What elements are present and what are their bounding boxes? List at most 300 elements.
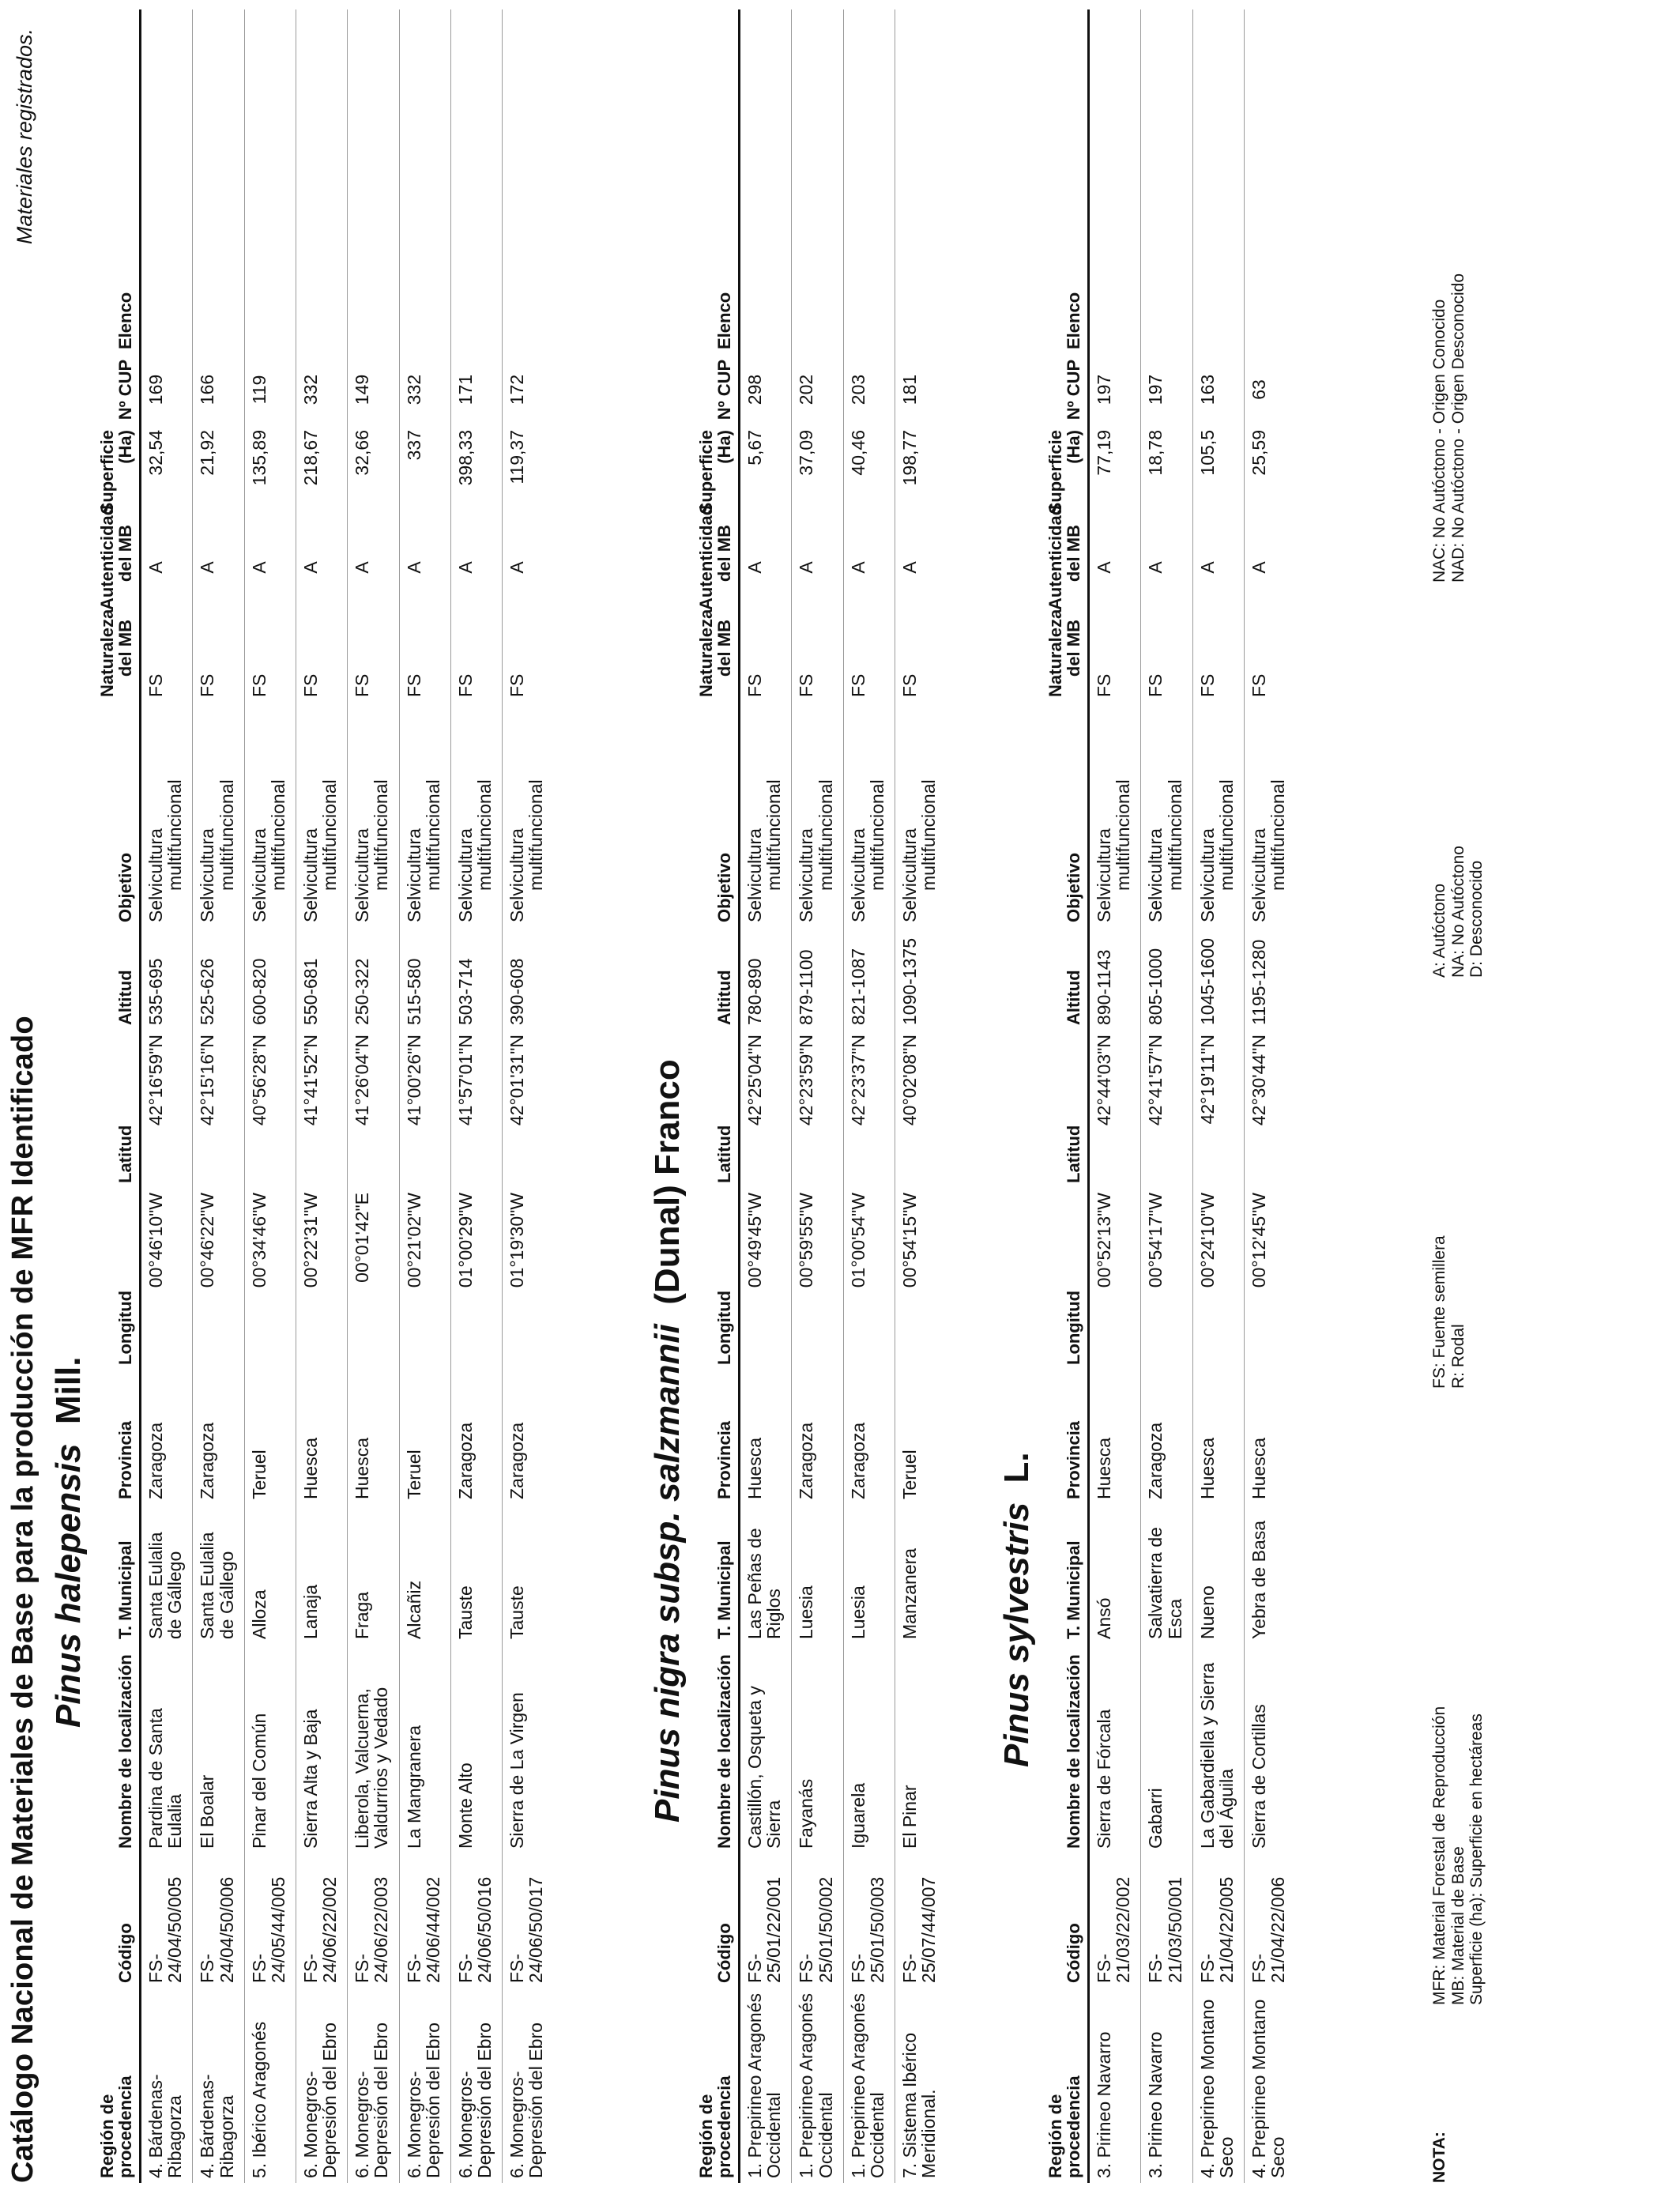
codigo-cell: FS-24/06/50/016 xyxy=(450,1853,502,1988)
altitud-cell: 821-1087 xyxy=(843,927,895,1030)
municipal-cell: Alcañiz xyxy=(399,1504,450,1644)
nota-col-2 xyxy=(1430,1235,1467,1389)
provincia-cell: Huesca xyxy=(1192,1370,1244,1504)
altitud-cell: 550-681 xyxy=(296,927,348,1030)
provincia-cell: Zaragoza xyxy=(141,1370,193,1504)
column-header: Latitud xyxy=(95,1030,141,1188)
column-header: Superficie (Ha) xyxy=(694,425,740,520)
naturaleza-cell: FS xyxy=(792,615,843,702)
latitud-cell: 42°01'31"N xyxy=(507,1035,528,1126)
column-header: Autenticidad del MB xyxy=(95,520,141,615)
cup-cell: 149 xyxy=(348,354,399,425)
objetivo-line-1: Selvicultura xyxy=(1094,828,1115,922)
altitud-cell: 1195-1280 xyxy=(1249,939,1270,1025)
codigo-cell: FS-21/04/22/006 xyxy=(1249,1876,1289,1983)
altitud-cell: 503-714 xyxy=(450,927,502,1030)
objetivo-line-1: Selvicultura xyxy=(197,828,218,922)
latitud-cell: 41°00'26"N xyxy=(399,1030,450,1188)
cup-cell: 298 xyxy=(740,354,792,425)
longitud-cell: 00°59'55"W xyxy=(792,1188,843,1370)
superficie-cell: 40,46 xyxy=(843,425,895,520)
latitud-cell: 42°41'57"N xyxy=(1141,1030,1192,1188)
header-row xyxy=(95,9,141,2183)
table-row xyxy=(141,9,193,2183)
column-header: Nombre de localización xyxy=(95,1644,141,1853)
provincia-cell: Huesca xyxy=(1249,1438,1270,1499)
altitud-cell: 535-695 xyxy=(141,927,193,1030)
provincia-cell: Zaragoza xyxy=(193,1370,244,1504)
species-title xyxy=(49,1357,89,1728)
naturaleza-cell: FS xyxy=(141,615,193,702)
objetivo-cell xyxy=(1141,702,1192,927)
table-row xyxy=(895,9,947,2183)
objetivo-line-1: Selvicultura xyxy=(796,828,817,922)
objetivo-cell xyxy=(296,702,348,927)
objetivo-line-2: multifuncional xyxy=(371,779,392,891)
objetivo-cell xyxy=(843,702,895,927)
provincia-cell: Huesca xyxy=(348,1370,399,1504)
codigo-cell: FS-24/06/22/003 xyxy=(348,1853,399,1988)
table-row xyxy=(1192,9,1244,2183)
column-header: Elenco xyxy=(95,9,141,354)
header-row xyxy=(1043,9,1089,2183)
column-header: T. Municipal xyxy=(694,1504,740,1644)
objetivo-line-1: Selvicultura xyxy=(300,828,322,922)
table-row xyxy=(399,9,450,2183)
section-table-2 xyxy=(1043,9,1295,2183)
objetivo-line-2: multifuncional xyxy=(1268,779,1289,891)
elenco-cell xyxy=(740,9,792,354)
naturaleza-cell: FS xyxy=(843,615,895,702)
longitud-cell: 00°24'10"W xyxy=(1192,1188,1244,1370)
longitud-cell: 00°01'42"E xyxy=(348,1188,399,1370)
naturaleza-cell: FS xyxy=(1089,615,1141,702)
cup-cell: 181 xyxy=(899,374,921,405)
nombre-cell: La Gabardiella y Sierra del Águila xyxy=(1192,1644,1244,1853)
cup-cell: 166 xyxy=(193,354,244,425)
superficie-cell: 218,67 xyxy=(296,425,348,520)
altitud-cell: 390-608 xyxy=(507,958,528,1025)
objetivo-line-2: multifuncional xyxy=(164,779,186,891)
municipal-cell: Santa Eulalia de Gállego xyxy=(141,1504,193,1644)
region-cell: 1. Prepirineo Aragonés Occidental xyxy=(843,1988,895,2183)
objetivo-line-1: Selvicultura xyxy=(507,828,528,922)
autenticidad-cell: A xyxy=(141,520,193,615)
cup-cell: 203 xyxy=(843,354,895,425)
municipal-cell: Tauste xyxy=(507,1585,528,1639)
objetivo-cell xyxy=(141,702,193,927)
nombre-cell: La Mangranera xyxy=(399,1644,450,1853)
objetivo-cell xyxy=(193,702,244,927)
provincia-cell: Zaragoza xyxy=(450,1370,502,1504)
longitud-cell: 00°54'17"W xyxy=(1141,1188,1192,1370)
municipal-cell: Yebra de Basa xyxy=(1249,1520,1270,1639)
nota-item: Superficie (ha): Superficie en hectáreas xyxy=(1467,1713,1486,2005)
objetivo-line-1: Selvicultura xyxy=(248,828,269,922)
superficie-cell: 77,19 xyxy=(1089,425,1141,520)
region-cell: 4. Bárdenas-Ribagorza xyxy=(141,1988,193,2183)
autenticidad-cell: A xyxy=(792,520,843,615)
cup-cell: 171 xyxy=(450,354,502,425)
provincia-cell: Huesca xyxy=(1089,1370,1141,1504)
objetivo-line-1: Selvicultura xyxy=(352,828,373,922)
objetivo-line-1: Selvicultura xyxy=(1145,828,1166,922)
latitud-cell: 42°23'37"N xyxy=(843,1030,895,1188)
nota-col-4 xyxy=(1430,273,1467,582)
nombre-cell: Monte Alto xyxy=(450,1644,502,1853)
column-header: Naturaleza del MB xyxy=(694,615,740,702)
materials-table xyxy=(95,9,553,2183)
column-header: Nº CUP xyxy=(694,354,740,425)
elenco-cell xyxy=(296,9,348,354)
latitud-cell: 42°15'16"N xyxy=(193,1030,244,1188)
objetivo-line-1: Selvicultura xyxy=(403,828,424,922)
column-header: Autenticidad del MB xyxy=(1043,520,1089,615)
autenticidad-cell: A xyxy=(899,561,921,574)
objetivo-line-2: multifuncional xyxy=(422,779,443,891)
table-row xyxy=(348,9,399,2183)
cup-cell: 332 xyxy=(296,354,348,425)
species-author: Mill. xyxy=(49,1356,88,1425)
provincia-cell: Zaragoza xyxy=(507,1422,528,1499)
altitud-cell: 600-820 xyxy=(244,927,296,1030)
nota-col-3 xyxy=(1430,846,1486,978)
objetivo-cell xyxy=(399,702,450,927)
latitud-cell: 41°57'01"N xyxy=(450,1030,502,1188)
region-cell: 4. Prepirineo Montano Seco xyxy=(1249,1999,1289,2178)
provincia-cell: Teruel xyxy=(899,1449,921,1499)
nombre-cell: Sierra de Fórcala xyxy=(1089,1644,1141,1853)
autenticidad-cell: A xyxy=(450,520,502,615)
objetivo-line-2: multifuncional xyxy=(1215,779,1237,891)
elenco-cell xyxy=(348,9,399,354)
altitud-cell: 879-1100 xyxy=(792,927,843,1030)
column-header: T. Municipal xyxy=(95,1504,141,1644)
elenco-cell xyxy=(1089,9,1141,354)
species-author: L. xyxy=(997,1452,1036,1483)
autenticidad-cell: A xyxy=(1192,520,1244,615)
objetivo-line-1: Selvicultura xyxy=(1196,828,1218,922)
codigo-cell: FS-24/06/22/002 xyxy=(296,1853,348,1988)
superficie-cell: 105,5 xyxy=(1192,425,1244,520)
column-header: Superficie (Ha) xyxy=(95,425,141,520)
objetivo-cell xyxy=(244,702,296,927)
latitud-cell: 40°56'28"N xyxy=(244,1030,296,1188)
table-row xyxy=(740,9,792,2183)
codigo-cell: FS-21/03/22/002 xyxy=(1089,1853,1141,1988)
table-row xyxy=(792,9,843,2183)
latitud-cell: 42°23'59"N xyxy=(792,1030,843,1188)
codigo-cell: FS-24/04/50/005 xyxy=(141,1853,193,1988)
objetivo-line-2: multifuncional xyxy=(474,779,495,891)
codigo-cell: FS-25/01/22/001 xyxy=(740,1853,792,1988)
header-row xyxy=(694,9,740,2183)
nota-label: NOTA: xyxy=(1430,2132,1448,2183)
nota-col-1 xyxy=(1430,1706,1486,2005)
altitud-cell: 805-1000 xyxy=(1141,927,1192,1030)
cup-cell: 332 xyxy=(399,354,450,425)
objetivo-line-2: multifuncional xyxy=(763,779,785,891)
column-header: Latitud xyxy=(1043,1030,1089,1188)
altitud-cell: 525-626 xyxy=(193,927,244,1030)
autenticidad-cell: A xyxy=(193,520,244,615)
nombre-cell: Sierra Alta y Baja xyxy=(296,1644,348,1853)
superficie-cell: 5,67 xyxy=(740,425,792,520)
municipal-cell: Salvatierra de Esca xyxy=(1141,1504,1192,1644)
naturaleza-cell: FS xyxy=(507,673,528,697)
municipal-cell: Fraga xyxy=(348,1504,399,1644)
autenticidad-cell: A xyxy=(1089,520,1141,615)
region-cell: 3. Pirineo Navarro xyxy=(1089,1988,1141,2183)
superficie-cell: 25,59 xyxy=(1249,430,1270,476)
longitud-cell: 00°49'45"W xyxy=(740,1188,792,1370)
codigo-cell: FS-24/06/50/017 xyxy=(507,1876,547,1983)
longitud-cell: 01°19'30"W xyxy=(507,1193,528,1288)
longitud-cell: 00°22'31"W xyxy=(296,1188,348,1370)
superficie-cell: 21,92 xyxy=(193,425,244,520)
latitud-cell: 42°19'11"N xyxy=(1192,1030,1244,1188)
objetivo-line-1: Selvicultura xyxy=(1249,828,1270,922)
species-title xyxy=(648,1059,687,1823)
superficie-cell: 32,66 xyxy=(348,425,399,520)
elenco-cell xyxy=(1245,9,1296,354)
longitud-cell: 00°54'15"W xyxy=(899,1193,921,1288)
column-header: Longitud xyxy=(95,1188,141,1370)
nombre-cell: El Pinar xyxy=(899,1785,921,1849)
region-cell: 4. Prepirineo Montano Seco xyxy=(1192,1988,1244,2183)
codigo-cell: FS-25/01/50/002 xyxy=(792,1853,843,1988)
objetivo-line-2: multifuncional xyxy=(1113,779,1134,891)
objetivo-cell xyxy=(450,702,502,927)
elenco-cell xyxy=(1192,9,1244,354)
column-header: Código xyxy=(1043,1853,1089,1988)
elenco-cell xyxy=(399,9,450,354)
latitud-cell: 41°41'52"N xyxy=(296,1030,348,1188)
longitud-cell: 00°46'10"W xyxy=(141,1188,193,1370)
nombre-cell: Sierra de La Virgen xyxy=(507,1692,528,1849)
provincia-cell: Zaragoza xyxy=(792,1370,843,1504)
superficie-cell: 398,33 xyxy=(450,425,502,520)
column-header: Latitud xyxy=(694,1030,740,1188)
cup-cell: 197 xyxy=(1141,354,1192,425)
altitud-cell: 1090-1375 xyxy=(899,938,921,1025)
materials-table xyxy=(694,9,946,2183)
elenco-cell xyxy=(895,9,947,354)
objetivo-cell xyxy=(348,702,399,927)
column-header: Elenco xyxy=(1043,9,1089,354)
autenticidad-cell: A xyxy=(1141,520,1192,615)
nota-item: NAD: No Autóctono - Origen Desconocido xyxy=(1448,273,1467,582)
elenco-cell xyxy=(450,9,502,354)
latitud-cell: 41°26'04"N xyxy=(348,1030,399,1188)
municipal-cell: Manzanera xyxy=(899,1547,921,1639)
column-header: T. Municipal xyxy=(1043,1504,1089,1644)
municipal-cell: Lanaja xyxy=(296,1504,348,1644)
provincia-cell: Huesca xyxy=(296,1370,348,1504)
provincia-cell: Teruel xyxy=(399,1370,450,1504)
superficie-cell: 119,37 xyxy=(507,430,528,484)
latitud-cell: 42°25'04"N xyxy=(740,1030,792,1188)
elenco-cell xyxy=(1141,9,1192,354)
naturaleza-cell: FS xyxy=(244,615,296,702)
region-cell: 6. Monegros-Depresión del Ebro xyxy=(348,1988,399,2183)
table-row xyxy=(1141,9,1192,2183)
column-header: Región de procedencia xyxy=(95,1988,141,2183)
naturaleza-cell: FS xyxy=(399,615,450,702)
column-header: Nº CUP xyxy=(95,354,141,425)
region-cell: 6. Monegros-Depresión del Ebro xyxy=(507,2022,547,2178)
table-row xyxy=(193,9,244,2183)
column-header: Naturaleza del MB xyxy=(1043,615,1089,702)
codigo-cell: FS-25/07/44/007 xyxy=(899,1876,940,1983)
cup-cell: 163 xyxy=(1192,354,1244,425)
column-header: Código xyxy=(95,1853,141,1988)
naturaleza-cell: FS xyxy=(450,615,502,702)
nombre-cell: Pinar del Común xyxy=(244,1644,296,1853)
autenticidad-cell: A xyxy=(843,520,895,615)
species-name: Pinus sylvestris xyxy=(997,1502,1036,1767)
autenticidad-cell: A xyxy=(1249,561,1270,574)
cup-cell: 169 xyxy=(141,354,193,425)
municipal-cell: Las Peñas de Riglos xyxy=(740,1504,792,1644)
codigo-cell: FS-24/05/44/005 xyxy=(244,1853,296,1988)
objetivo-line-2: multifuncional xyxy=(866,779,887,891)
column-header: Objetivo xyxy=(95,702,141,927)
objetivo-cell xyxy=(1089,702,1141,927)
altitud-cell: 780-890 xyxy=(740,927,792,1030)
autenticidad-cell: A xyxy=(399,520,450,615)
column-header: Provincia xyxy=(95,1370,141,1504)
naturaleza-cell: FS xyxy=(1141,615,1192,702)
altitud-cell: 250-322 xyxy=(348,927,399,1030)
column-header: Región de procedencia xyxy=(694,1988,740,2183)
elenco-cell xyxy=(843,9,895,354)
longitud-cell: 01°00'29"W xyxy=(450,1188,502,1370)
altitud-cell: 1045-1600 xyxy=(1192,927,1244,1030)
objetivo-line-2: multifuncional xyxy=(1164,779,1185,891)
table-row xyxy=(843,9,895,2183)
nota-item: MB: Material de Base xyxy=(1448,1846,1467,2005)
column-header: Objetivo xyxy=(694,702,740,927)
elenco-cell xyxy=(141,9,193,354)
cup-cell: 172 xyxy=(507,374,528,405)
longitud-cell: 00°34'46"W xyxy=(244,1188,296,1370)
column-header: Nombre de localización xyxy=(1043,1644,1089,1853)
municipal-cell: Ansó xyxy=(1089,1504,1141,1644)
cup-cell: 197 xyxy=(1089,354,1141,425)
municipal-cell: Alloza xyxy=(244,1504,296,1644)
nota-item: NA: No Autóctono xyxy=(1448,846,1467,978)
region-cell: 5. Ibérico Aragonés xyxy=(244,1988,296,2183)
nota-item: FS: Fuente semillera xyxy=(1430,1235,1448,1389)
objetivo-line-1: Selvicultura xyxy=(145,828,167,922)
longitud-cell: 00°46'22"W xyxy=(193,1188,244,1370)
column-header: Región de procedencia xyxy=(1043,1988,1089,2183)
nota-item: D: Desconocido xyxy=(1467,860,1486,978)
objetivo-line-2: multifuncional xyxy=(319,779,341,891)
region-cell: 4. Bárdenas-Ribagorza xyxy=(193,1988,244,2183)
objetivo-line-2: multifuncional xyxy=(525,779,547,891)
region-cell: 6. Monegros-Depresión del Ebro xyxy=(399,1988,450,2183)
elenco-cell xyxy=(244,9,296,354)
region-cell: 7. Sistema Ibérico Meridional. xyxy=(899,2032,940,2178)
longitud-cell: 00°12'45"W xyxy=(1249,1193,1270,1288)
column-header: Provincia xyxy=(1043,1370,1089,1504)
provincia-cell: Huesca xyxy=(740,1370,792,1504)
naturaleza-cell: FS xyxy=(899,673,921,697)
nombre-cell: Iguarela xyxy=(843,1644,895,1853)
column-header: Nombre de localización xyxy=(694,1644,740,1853)
naturaleza-cell: FS xyxy=(348,615,399,702)
municipal-cell: Luesia xyxy=(792,1504,843,1644)
longitud-cell: 00°52'13"W xyxy=(1089,1188,1141,1370)
objetivo-line-2: multifuncional xyxy=(216,779,237,891)
latitud-cell: 40°02'08"N xyxy=(899,1035,921,1126)
nombre-cell: Fayanás xyxy=(792,1644,843,1853)
objetivo-cell xyxy=(1192,702,1244,927)
species-name: Pinus halepensis xyxy=(49,1443,88,1728)
column-header: Autenticidad del MB xyxy=(694,520,740,615)
superficie-cell: 37,09 xyxy=(792,425,843,520)
column-header: Altitud xyxy=(694,927,740,1030)
column-header: Altitud xyxy=(95,927,141,1030)
region-cell: 1. Prepirineo Aragonés Occidental xyxy=(740,1988,792,2183)
column-header: Longitud xyxy=(694,1188,740,1370)
autenticidad-cell: A xyxy=(296,520,348,615)
column-header: Naturaleza del MB xyxy=(95,615,141,702)
elenco-cell xyxy=(193,9,244,354)
naturaleza-cell: FS xyxy=(740,615,792,702)
objetivo-cell xyxy=(740,702,792,927)
cup-cell: 63 xyxy=(1249,379,1270,400)
table-row xyxy=(244,9,296,2183)
region-cell: 6. Monegros-Depresión del Ebro xyxy=(450,1988,502,2183)
codigo-cell: FS-25/01/50/003 xyxy=(843,1853,895,1988)
naturaleza-cell: FS xyxy=(1192,615,1244,702)
column-header: Elenco xyxy=(694,9,740,354)
column-header: Superficie (Ha) xyxy=(1043,425,1089,520)
longitud-cell: 01°00'54"W xyxy=(843,1188,895,1370)
nota-item: R: Rodal xyxy=(1448,1324,1467,1389)
autenticidad-cell: A xyxy=(507,561,528,574)
latitud-cell: 42°16'59"N xyxy=(141,1030,193,1188)
nota-item: NAC: No Autóctono - Origen Conocido xyxy=(1430,299,1448,582)
nota-item: MFR: Material Forestal de Reproducción xyxy=(1430,1706,1448,2005)
provincia-cell: Zaragoza xyxy=(1141,1370,1192,1504)
superficie-cell: 32,54 xyxy=(141,425,193,520)
page-subtitle: Materiales registrados. xyxy=(13,28,36,245)
latitud-cell: 42°44'03"N xyxy=(1089,1030,1141,1188)
objetivo-cell xyxy=(1245,702,1296,927)
longitud-cell: 00°21'02"W xyxy=(399,1188,450,1370)
objetivo-line-2: multifuncional xyxy=(815,779,836,891)
superficie-cell: 18,78 xyxy=(1141,425,1192,520)
nombre-cell: Pardina de Santa Eulalia xyxy=(141,1644,193,1853)
municipal-cell: Luesia xyxy=(843,1504,895,1644)
species-name: Pinus nigra subsp. salzmannii xyxy=(648,1324,687,1823)
objetivo-line-1: Selvicultura xyxy=(454,828,476,922)
naturaleza-cell: FS xyxy=(296,615,348,702)
page-title: Catálogo Nacional de Materiales de Base para la producción de MFR Identificado xyxy=(6,1016,40,2183)
naturaleza-cell: FS xyxy=(1249,673,1270,697)
region-cell: 3. Pirineo Navarro xyxy=(1141,1988,1192,2183)
superficie-cell: 135,89 xyxy=(244,425,296,520)
column-header: Objetivo xyxy=(1043,702,1089,927)
section-table-1 xyxy=(694,9,946,2183)
autenticidad-cell: A xyxy=(244,520,296,615)
municipal-cell: Nueno xyxy=(1192,1504,1244,1644)
column-header: Provincia xyxy=(694,1370,740,1504)
